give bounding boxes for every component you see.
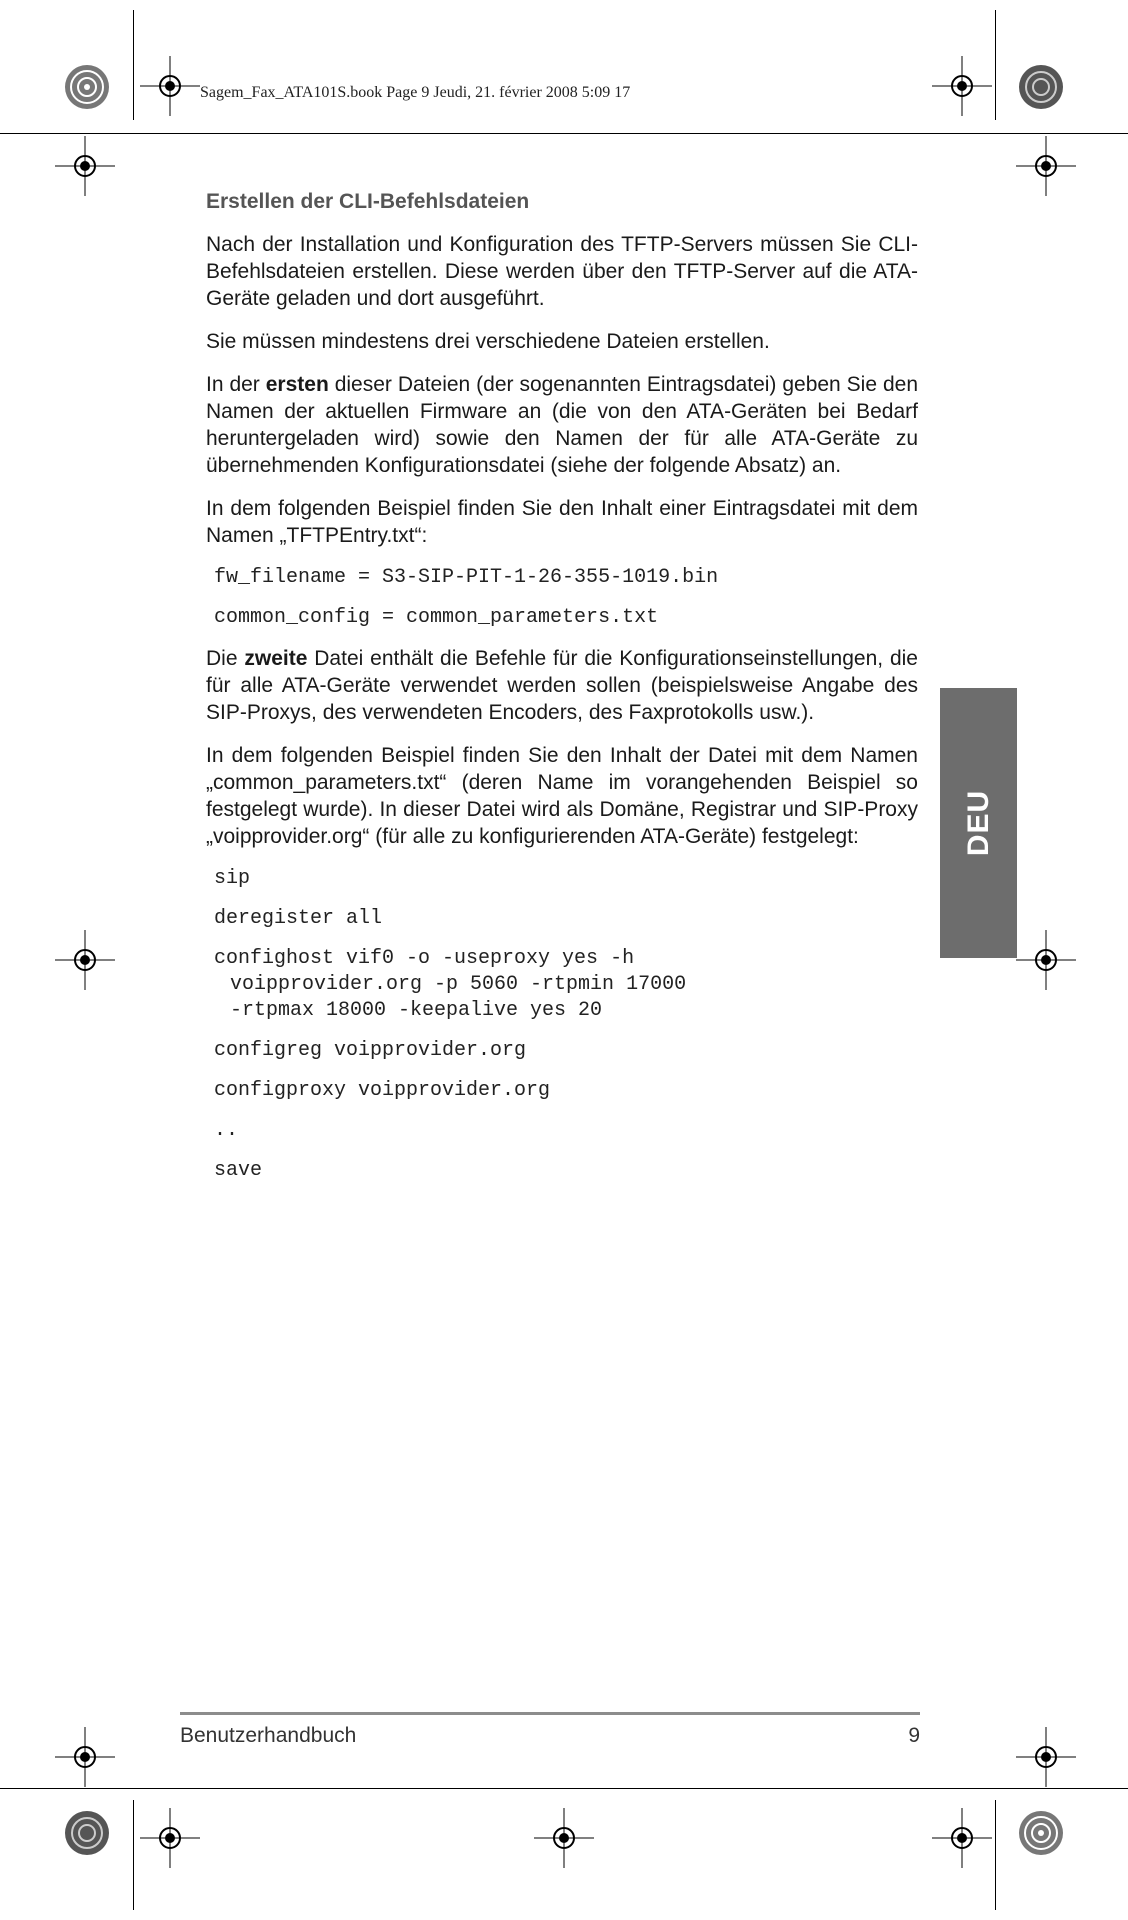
code-line: confighost vif0 -o -useproxy yes -h <box>214 947 635 970</box>
paragraph-entry-example: In dem folgenden Beispiel finden Sie den Inhalt einer Eintragsdatei mit dem Namen „TFTPEntry.txt“: <box>206 497 918 547</box>
crosshair-mark-bottom-center <box>534 1808 594 1868</box>
registration-rosette-top-left <box>62 62 112 112</box>
registration-rosette-bottom-left <box>62 1808 112 1858</box>
code-line: .. <box>214 1119 239 1142</box>
footer-title: Benutzerhandbuch <box>180 1724 357 1747</box>
crop-line-left-bottom <box>133 1800 134 1910</box>
code-line-continuation: -rtpmax 18000 -keepalive yes 20 <box>230 999 603 1022</box>
code-line: deregister all <box>214 907 383 930</box>
print-header: Sagem_Fax_ATA101S.book Page 9 Jeudi, 21. février 2008 5:09 17 <box>200 84 631 101</box>
paragraph-second-file <box>206 645 918 726</box>
code-line: sip <box>214 867 251 890</box>
crosshair-mark-top-left <box>140 56 200 116</box>
paragraph-common-params-example: In dem folgenden Beispiel finden Sie den Inhalt der Datei mit dem Namen „common_parameters.txt“ (deren Name im vorangehenden Beispiel so festgelegt wurde). In dieser Datei wird als Domäne, Registrar und SIP-Proxy „voipprovider.org“ (für alle zu konfigurierenden ATA-Geräte) festgelegt: <box>206 744 918 848</box>
code-line: save <box>214 1159 263 1182</box>
registration-rosette-bottom-right <box>1016 1808 1066 1858</box>
crosshair-mark-left-middle <box>55 930 115 990</box>
code-line: fw_filename = S3-SIP-PIT-1-26-355-1019.bin <box>214 566 719 589</box>
paragraph-intro: Nach der Installation und Konfiguration des TFTP-Servers müssen Sie CLI-Befehlsdateien erstellen. Diese werden über den TFTP-Server auf die ATA-Geräte geladen und dort ausgeführt. <box>206 233 918 310</box>
code-block-entry-file <box>206 565 918 631</box>
crosshair-mark-top-right <box>932 56 992 116</box>
crop-line-top <box>0 133 1128 134</box>
section-title: Erstellen der CLI-Befehlsdateien <box>206 190 530 213</box>
crosshair-mark-bottom-left <box>140 1808 200 1868</box>
code-line: configreg voipprovider.org <box>214 1039 527 1062</box>
crosshair-mark-left-lower <box>55 1727 115 1787</box>
crop-line-right-bottom <box>995 1800 996 1910</box>
crop-line-left-top <box>133 10 134 120</box>
text: Die <box>206 647 245 670</box>
paragraph-first-file <box>206 371 918 479</box>
page-content <box>206 188 918 1198</box>
registration-rosette-top-right <box>1016 62 1066 112</box>
text: In der <box>206 373 266 396</box>
crosshair-mark-right-lower <box>1016 1727 1076 1787</box>
text: dieser Dateien (der sogenannten Eintragsdatei) geben Sie den Namen der aktuellen Firmware an (die von den ATA-Geräten bei Bedarf heruntergeladen wird) sowie den Namen der für alle ATA-Geräte zu übernehmenden Konfigurationsdatei (siehe der folgende Absatz) an. <box>206 373 918 477</box>
text: Datei enthält die Befehle für die Konfigurationseinstellungen, die für alle ATA-Geräte verwendet werden sollen (beispielsweise Angabe des SIP-Proxys, des verwendeten Encoders, des Faxprotokolls usw.). <box>206 647 918 724</box>
paragraph-min-files: Sie müssen mindestens drei verschiedene Dateien erstellen. <box>206 330 770 353</box>
emphasis-first: ersten <box>265 373 329 396</box>
code-line: common_config = common_parameters.txt <box>214 606 659 629</box>
crosshair-mark-right-upper <box>1016 136 1076 196</box>
footer-divider <box>180 1712 920 1715</box>
code-line-continuation: voipprovider.org -p 5060 -rtpmin 17000 <box>230 973 687 996</box>
code-block-common-params <box>206 866 918 1184</box>
code-line: configproxy voipprovider.org <box>214 1079 551 1102</box>
crosshair-mark-right-middle <box>1016 930 1076 990</box>
crosshair-mark-left-upper <box>55 136 115 196</box>
emphasis-second: zweite <box>244 647 308 670</box>
crop-line-right-top <box>995 10 996 120</box>
page-number: 9 <box>908 1724 920 1747</box>
language-side-tab <box>940 688 1017 958</box>
crosshair-mark-bottom-right <box>932 1808 992 1868</box>
crop-line-bottom <box>0 1788 1128 1789</box>
language-label: DEU <box>961 789 995 857</box>
